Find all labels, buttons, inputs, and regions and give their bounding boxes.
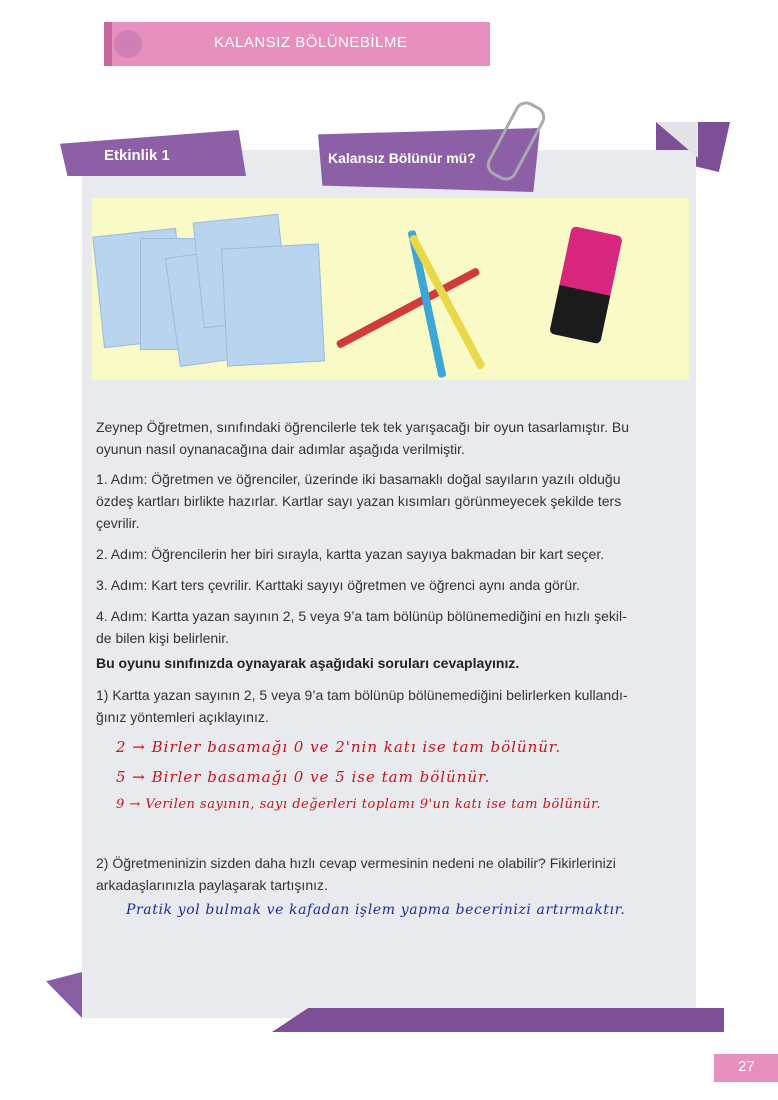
intro-line-1: Zeynep Öğretmen, sınıfındaki öğrencilerle tek tek yarışacağı bir oyun tasarlamıştır. Bu bbox=[96, 419, 630, 435]
handwritten-answer-q2: Pratik yol bulmak ve kafadan işlem yapma becerinizi artırmaktır. bbox=[126, 902, 626, 918]
step4-line-2: de bilen kişi belirlenir. bbox=[96, 630, 230, 646]
card-paper-icon bbox=[221, 244, 325, 367]
card-bottom-band bbox=[272, 1008, 724, 1032]
handwritten-answer-5: 5 → Birler basamağı 0 ve 5 ise tam bölünür. bbox=[116, 768, 491, 786]
question1-line-1: 1) Kartta yazan sayının 2, 5 veya 9’a tam bölünüp bölünemediğini belirlerken kullandı- bbox=[96, 687, 628, 703]
handwritten-answer-2: 2 → Birler basamağı 0 ve 2'nin katı ise tam bölünür. bbox=[116, 738, 562, 756]
step2-text: 2. Adım: Öğrencilerin her biri sırayla, kartta yazan sayıya bakmadan bir kart seçer. bbox=[96, 546, 605, 562]
step1-line-2: özdeş kartları birlikte hazırlar. Kartlar sayı yazan kısımları görünmeyecek şekilde ters bbox=[96, 493, 622, 509]
page-number: 27 bbox=[738, 1058, 755, 1075]
card-corner-fold-left bbox=[46, 972, 82, 1018]
question1-line-2: ğınız yöntemleri açıklayınız. bbox=[96, 709, 269, 725]
question2-line-1: 2) Öğretmeninizin sizden daha hızlı cevap vermesinin nedeni ne olabilir? Fikirlerinizi bbox=[96, 855, 616, 871]
activity-title: Kalansız Bölünür mü? bbox=[328, 150, 476, 166]
instruction-text: Bu oyunu sınıfınızda oynayarak aşağıdaki soruları cevaplayınız. bbox=[96, 655, 520, 671]
chapter-title: KALANSIZ BÖLÜNEBİLME bbox=[214, 34, 408, 51]
chapter-logo-icon bbox=[114, 30, 142, 58]
step1-line-1: 1. Adım: Öğretmen ve öğrenciler, üzerinde iki basamaklı doğal sayıların yazılı olduğu bbox=[96, 471, 621, 487]
question2-line-2: arkadaşlarınızla paylaşarak tartışınız. bbox=[96, 877, 328, 893]
step1-line-3: çevrilir. bbox=[96, 515, 140, 531]
handwritten-answer-9: 9 → Verilen sayının, sayı değerleri toplamı 9'un katı ise tam bölünür. bbox=[116, 797, 601, 812]
step4-line-1: 4. Adım: Kartta yazan sayının 2, 5 veya 9’a tam bölünüp bölünemediğini en hızlı şekil- bbox=[96, 608, 627, 624]
step3-text: 3. Adım: Kart ters çevrilir. Karttaki sayıyı öğretmen ve öğrenci aynı anda görür. bbox=[96, 577, 580, 593]
intro-line-2: oyunun nasıl oynanacağına dair adımlar aşağıda verilmiştir. bbox=[96, 441, 465, 457]
activity-label: Etkinlik 1 bbox=[104, 147, 170, 164]
